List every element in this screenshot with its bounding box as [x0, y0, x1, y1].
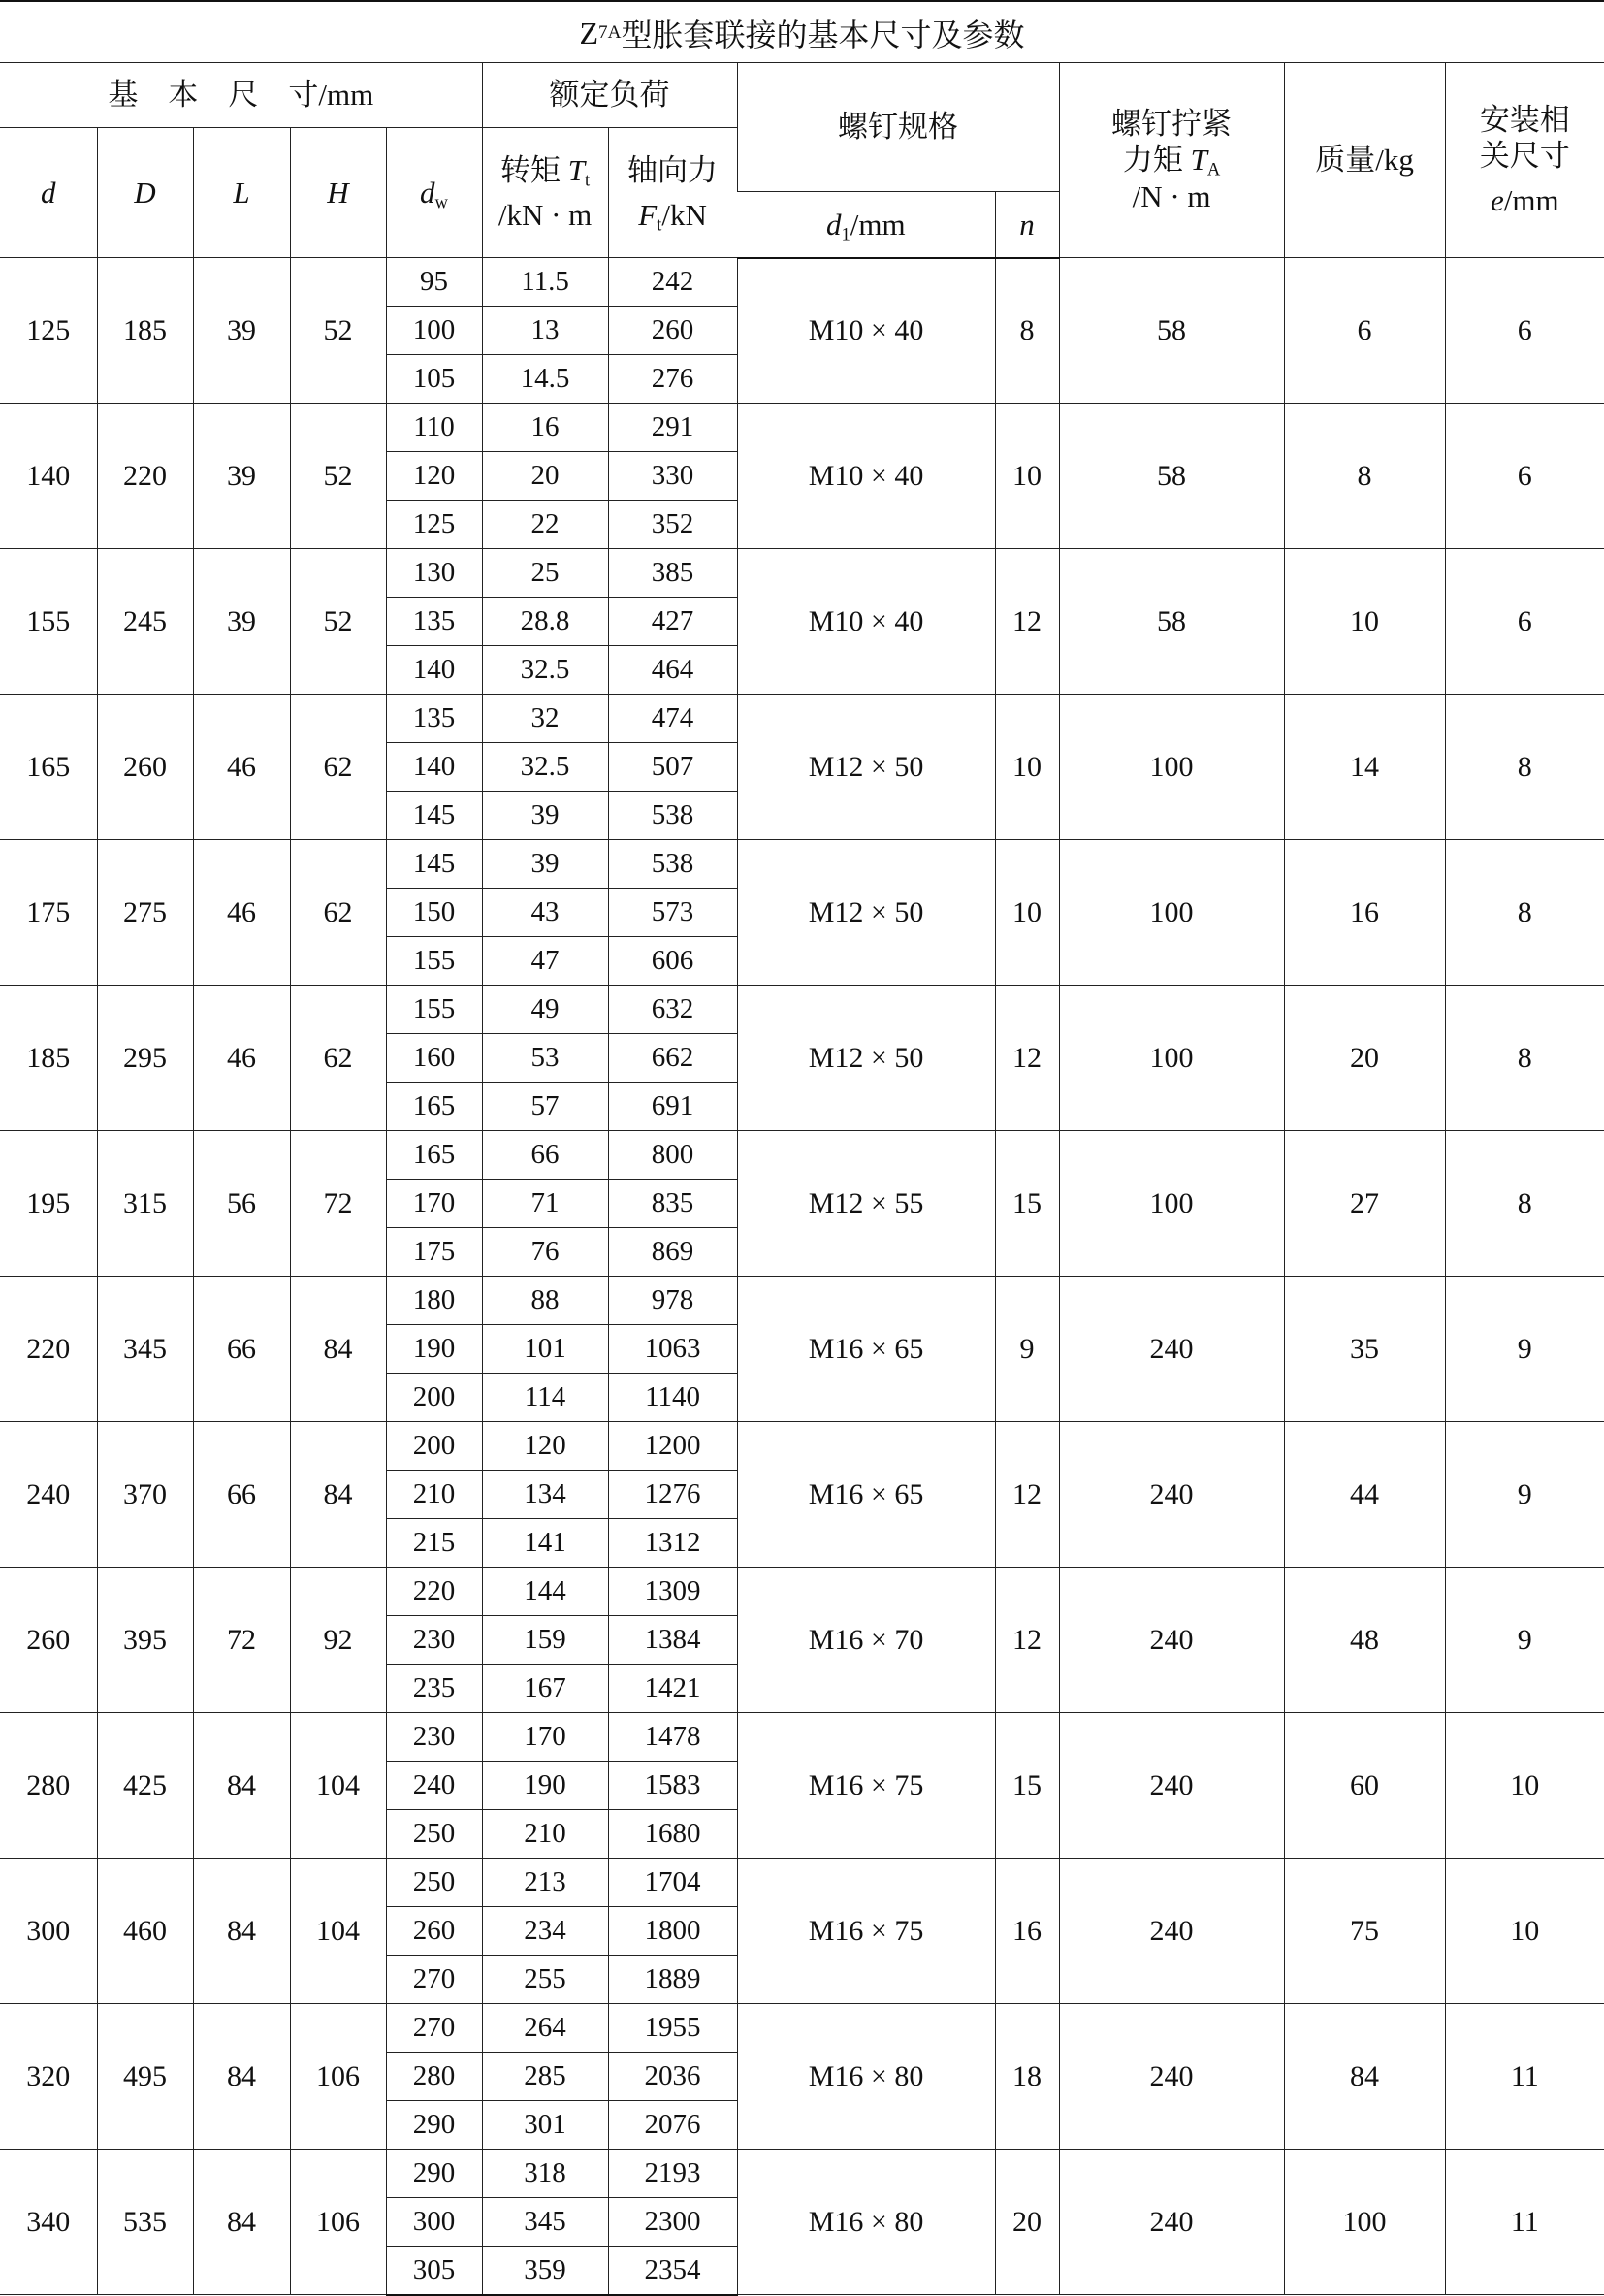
cell-mass: 16 — [1284, 840, 1445, 986]
cell-dw: 190 — [386, 1325, 482, 1374]
cell-install-dim: 10 — [1445, 1713, 1604, 1859]
cell-dw: 105 — [386, 355, 482, 404]
cell-dw: 250 — [386, 1859, 482, 1907]
cell-axial-force: 507 — [608, 743, 737, 792]
cell-n: 16 — [995, 1859, 1059, 2004]
header-torque-line1: 转矩 $T_t$ — [499, 153, 591, 191]
cell-tightening-torque: 58 — [1059, 258, 1284, 404]
table-row — [0, 549, 1604, 598]
cell-D: 260 — [97, 695, 193, 840]
cell-axial-force: 1421 — [608, 1665, 737, 1713]
cell-D: 460 — [97, 1859, 193, 2004]
cell-n: 20 — [995, 2150, 1059, 2295]
cell-d: 195 — [0, 1131, 97, 1277]
cell-tightening-torque: 100 — [1059, 986, 1284, 1131]
cell-screw-spec: M12 × 50 — [737, 695, 995, 840]
cell-L: 84 — [193, 1859, 290, 2004]
cell-torque: 32.5 — [482, 646, 608, 695]
cell-torque: 170 — [482, 1713, 608, 1762]
cell-axial-force: 260 — [608, 307, 737, 355]
cell-torque: 16 — [482, 404, 608, 452]
cell-mass: 20 — [1284, 986, 1445, 1131]
cell-axial-force: 1384 — [608, 1616, 737, 1665]
cell-axial-force: 2076 — [608, 2101, 737, 2150]
cell-tightening-torque: 240 — [1059, 2150, 1284, 2295]
header-install-line1: 安装相 — [1479, 103, 1570, 138]
cell-L: 39 — [193, 258, 290, 404]
cell-dw: 165 — [386, 1083, 482, 1131]
cell-screw-spec: M16 × 65 — [737, 1277, 995, 1422]
header-install-line2: 关尺寸 — [1479, 139, 1570, 174]
cell-axial-force: 1680 — [608, 1810, 737, 1859]
cell-n: 12 — [995, 986, 1059, 1131]
cell-tightening-torque: 240 — [1059, 1277, 1284, 1422]
cell-H: 104 — [290, 1713, 386, 1859]
header-tightening-line2: 力矩 $T_A$ — [1122, 143, 1221, 180]
cell-dw: 135 — [386, 598, 482, 646]
cell-L: 39 — [193, 549, 290, 695]
cell-torque: 114 — [482, 1374, 608, 1422]
cell-axial-force: 691 — [608, 1083, 737, 1131]
cell-axial-force: 662 — [608, 1034, 737, 1083]
cell-axial-force: 1583 — [608, 1762, 737, 1810]
cell-axial-force: 2036 — [608, 2053, 737, 2101]
cell-axial-force: 869 — [608, 1228, 737, 1277]
table-row — [0, 840, 1604, 889]
cell-install-dim: 8 — [1445, 1131, 1604, 1277]
cell-mass: 60 — [1284, 1713, 1445, 1859]
cell-D: 245 — [97, 549, 193, 695]
header-n: n — [995, 192, 1059, 258]
cell-screw-spec: M10 × 40 — [737, 404, 995, 549]
cell-n: 10 — [995, 404, 1059, 549]
table-row — [0, 695, 1604, 743]
cell-d: 300 — [0, 1859, 97, 2004]
cell-torque: 76 — [482, 1228, 608, 1277]
cell-axial-force: 427 — [608, 598, 737, 646]
cell-n: 12 — [995, 1422, 1059, 1568]
cell-axial-force: 385 — [608, 549, 737, 598]
cell-mass: 6 — [1284, 258, 1445, 404]
cell-axial-force: 1309 — [608, 1568, 737, 1616]
cell-L: 66 — [193, 1277, 290, 1422]
cell-dw: 230 — [386, 1616, 482, 1665]
title-main: Z — [579, 15, 599, 50]
cell-axial-force: 1478 — [608, 1713, 737, 1762]
cell-H: 52 — [290, 404, 386, 549]
cell-D: 495 — [97, 2004, 193, 2150]
cell-tightening-torque: 240 — [1059, 1568, 1284, 1713]
cell-install-dim: 8 — [1445, 840, 1604, 986]
header-D: D — [97, 128, 193, 258]
cell-H: 72 — [290, 1131, 386, 1277]
cell-H: 106 — [290, 2004, 386, 2150]
cell-torque: 190 — [482, 1762, 608, 1810]
cell-d: 165 — [0, 695, 97, 840]
cell-dw: 300 — [386, 2198, 482, 2247]
header-tightening-line1: 螺钉拧紧 — [1111, 107, 1233, 142]
cell-install-dim: 6 — [1445, 549, 1604, 695]
cell-d: 140 — [0, 404, 97, 549]
cell-dw: 220 — [386, 1568, 482, 1616]
cell-dw: 230 — [386, 1713, 482, 1762]
cell-torque: 255 — [482, 1956, 608, 2004]
cell-H: 106 — [290, 2150, 386, 2295]
cell-torque: 43 — [482, 889, 608, 937]
cell-mass: 100 — [1284, 2150, 1445, 2295]
cell-D: 370 — [97, 1422, 193, 1568]
cell-install-dim: 10 — [1445, 1859, 1604, 2004]
cell-screw-spec: M16 × 75 — [737, 1859, 995, 2004]
header-axial-line2: $F_t/kN$ — [638, 197, 707, 236]
cell-axial-force: 242 — [608, 258, 737, 307]
cell-axial-force: 1140 — [608, 1374, 737, 1422]
header-basic-dims: 基 本 尺 寸/mm — [0, 63, 482, 128]
cell-torque: 213 — [482, 1859, 608, 1907]
cell-torque: 264 — [482, 2004, 608, 2053]
header-axial-force — [608, 128, 737, 258]
header-torque-line2: /kN · m — [497, 197, 593, 232]
cell-D: 395 — [97, 1568, 193, 1713]
cell-dw: 120 — [386, 452, 482, 501]
cell-dw: 210 — [386, 1471, 482, 1519]
cell-axial-force: 1889 — [608, 1956, 737, 2004]
table-body — [0, 258, 1604, 2295]
table-row — [0, 1859, 1604, 1907]
cell-H: 62 — [290, 840, 386, 986]
cell-dw: 95 — [386, 258, 482, 307]
table-row — [0, 404, 1604, 452]
cell-axial-force: 538 — [608, 840, 737, 889]
cell-n: 10 — [995, 695, 1059, 840]
cell-d: 185 — [0, 986, 97, 1131]
cell-dw: 270 — [386, 2004, 482, 2053]
table-row — [0, 1713, 1604, 1762]
cell-screw-spec: M10 × 40 — [737, 258, 995, 404]
cell-mass: 48 — [1284, 1568, 1445, 1713]
cell-tightening-torque: 240 — [1059, 2004, 1284, 2150]
cell-d: 175 — [0, 840, 97, 986]
cell-axial-force: 1312 — [608, 1519, 737, 1568]
cell-install-dim: 9 — [1445, 1568, 1604, 1713]
cell-torque: 359 — [482, 2247, 608, 2295]
cell-D: 275 — [97, 840, 193, 986]
header-dw: $d_w$ — [386, 128, 482, 258]
cell-tightening-torque: 100 — [1059, 695, 1284, 840]
cell-torque: 88 — [482, 1277, 608, 1325]
table-row — [0, 1422, 1604, 1471]
cell-dw: 145 — [386, 840, 482, 889]
cell-axial-force: 464 — [608, 646, 737, 695]
cell-torque: 101 — [482, 1325, 608, 1374]
cell-torque: 167 — [482, 1665, 608, 1713]
cell-axial-force: 2300 — [608, 2198, 737, 2247]
cell-mass: 44 — [1284, 1422, 1445, 1568]
cell-D: 425 — [97, 1713, 193, 1859]
cell-dw: 140 — [386, 743, 482, 792]
cell-torque: 28.8 — [482, 598, 608, 646]
cell-D: 295 — [97, 986, 193, 1131]
cell-torque: 47 — [482, 937, 608, 986]
cell-dw: 155 — [386, 986, 482, 1034]
cell-d: 155 — [0, 549, 97, 695]
cell-torque: 53 — [482, 1034, 608, 1083]
cell-axial-force: 978 — [608, 1277, 737, 1325]
header-install-line3: e/mm — [1490, 182, 1559, 217]
header-L: L — [193, 128, 290, 258]
cell-axial-force: 276 — [608, 355, 737, 404]
cell-axial-force: 800 — [608, 1131, 737, 1180]
header-d1: $d_1/mm$ — [737, 192, 995, 258]
cell-dw: 260 — [386, 1907, 482, 1956]
cell-install-dim: 6 — [1445, 404, 1604, 549]
header-axial-line1: 轴向力 — [627, 153, 719, 188]
cell-dw: 135 — [386, 695, 482, 743]
cell-n: 10 — [995, 840, 1059, 986]
cell-dw: 200 — [386, 1422, 482, 1471]
cell-L: 84 — [193, 2150, 290, 2295]
cell-torque: 39 — [482, 840, 608, 889]
header-H: H — [290, 128, 386, 258]
cell-torque: 39 — [482, 792, 608, 840]
cell-axial-force: 1276 — [608, 1471, 737, 1519]
cell-dw: 305 — [386, 2247, 482, 2295]
cell-tightening-torque: 58 — [1059, 549, 1284, 695]
cell-H: 84 — [290, 1422, 386, 1568]
cell-screw-spec: M10 × 40 — [737, 549, 995, 695]
cell-torque: 141 — [482, 1519, 608, 1568]
cell-install-dim: 9 — [1445, 1422, 1604, 1568]
cell-d: 220 — [0, 1277, 97, 1422]
cell-screw-spec: M16 × 70 — [737, 1568, 995, 1713]
cell-H: 52 — [290, 258, 386, 404]
header-torque — [482, 128, 608, 258]
cell-torque: 285 — [482, 2053, 608, 2101]
cell-mass: 27 — [1284, 1131, 1445, 1277]
cell-dw: 280 — [386, 2053, 482, 2101]
dimension-table — [0, 62, 1604, 2296]
cell-n: 15 — [995, 1131, 1059, 1277]
cell-H: 62 — [290, 695, 386, 840]
header-install-dims — [1445, 63, 1604, 258]
cell-tightening-torque: 240 — [1059, 1422, 1284, 1568]
table-row — [0, 2150, 1604, 2198]
cell-install-dim: 9 — [1445, 1277, 1604, 1422]
cell-dw: 290 — [386, 2101, 482, 2150]
header-rated-load: 额定负荷 — [482, 63, 737, 128]
cell-axial-force: 474 — [608, 695, 737, 743]
cell-install-dim: 11 — [1445, 2004, 1604, 2150]
cell-mass: 84 — [1284, 2004, 1445, 2150]
cell-torque: 11.5 — [482, 258, 608, 307]
cell-torque: 345 — [482, 2198, 608, 2247]
cell-axial-force: 1955 — [608, 2004, 737, 2053]
cell-tightening-torque: 100 — [1059, 840, 1284, 986]
cell-L: 72 — [193, 1568, 290, 1713]
cell-dw: 270 — [386, 1956, 482, 2004]
cell-screw-spec: M16 × 75 — [737, 1713, 995, 1859]
cell-mass: 14 — [1284, 695, 1445, 840]
cell-torque: 25 — [482, 549, 608, 598]
table-row — [0, 2004, 1604, 2053]
cell-n: 15 — [995, 1713, 1059, 1859]
cell-tightening-torque: 240 — [1059, 1713, 1284, 1859]
cell-torque: 120 — [482, 1422, 608, 1471]
cell-dw: 130 — [386, 549, 482, 598]
cell-torque: 32 — [482, 695, 608, 743]
cell-torque: 22 — [482, 501, 608, 549]
cell-dw: 250 — [386, 1810, 482, 1859]
cell-axial-force: 1063 — [608, 1325, 737, 1374]
cell-dw: 160 — [386, 1034, 482, 1083]
cell-d: 280 — [0, 1713, 97, 1859]
cell-d: 260 — [0, 1568, 97, 1713]
cell-torque: 234 — [482, 1907, 608, 1956]
header-screw-spec: 螺钉规格 — [737, 63, 1059, 192]
header-mass: 质量/kg — [1284, 63, 1445, 258]
cell-L: 46 — [193, 986, 290, 1131]
header-d: d — [0, 128, 97, 258]
cell-L: 66 — [193, 1422, 290, 1568]
cell-torque: 66 — [482, 1131, 608, 1180]
cell-axial-force: 1800 — [608, 1907, 737, 1956]
cell-screw-spec: M16 × 80 — [737, 2004, 995, 2150]
cell-torque: 49 — [482, 986, 608, 1034]
cell-torque: 71 — [482, 1180, 608, 1228]
cell-install-dim: 8 — [1445, 695, 1604, 840]
cell-dw: 200 — [386, 1374, 482, 1422]
cell-d: 125 — [0, 258, 97, 404]
header-tightening-line3: /N · m — [1132, 178, 1211, 213]
cell-dw: 290 — [386, 2150, 482, 2198]
cell-n: 9 — [995, 1277, 1059, 1422]
cell-mass: 75 — [1284, 1859, 1445, 2004]
cell-screw-spec: M12 × 50 — [737, 840, 995, 986]
cell-axial-force: 1704 — [608, 1859, 737, 1907]
cell-axial-force: 352 — [608, 501, 737, 549]
cell-dw: 235 — [386, 1665, 482, 1713]
cell-axial-force: 538 — [608, 792, 737, 840]
title-rest: 型胀套联接的基本尺寸及参数 — [621, 17, 1025, 52]
cell-dw: 175 — [386, 1228, 482, 1277]
cell-dw: 125 — [386, 501, 482, 549]
cell-D: 185 — [97, 258, 193, 404]
table-row — [0, 1568, 1604, 1616]
cell-screw-spec: M12 × 50 — [737, 986, 995, 1131]
cell-dw: 145 — [386, 792, 482, 840]
cell-torque: 57 — [482, 1083, 608, 1131]
cell-L: 46 — [193, 695, 290, 840]
cell-D: 345 — [97, 1277, 193, 1422]
cell-H: 92 — [290, 1568, 386, 1713]
cell-d: 320 — [0, 2004, 97, 2150]
cell-D: 315 — [97, 1131, 193, 1277]
cell-dw: 180 — [386, 1277, 482, 1325]
header-tightening-torque — [1059, 63, 1284, 258]
table-title: Z 7A 型胀套联接的基本尺寸及参数 — [0, 0, 1604, 64]
cell-n: 12 — [995, 549, 1059, 695]
cell-axial-force: 1200 — [608, 1422, 737, 1471]
cell-torque: 159 — [482, 1616, 608, 1665]
cell-axial-force: 835 — [608, 1180, 737, 1228]
cell-dw: 100 — [386, 307, 482, 355]
cell-install-dim: 6 — [1445, 258, 1604, 404]
cell-install-dim: 11 — [1445, 2150, 1604, 2295]
cell-torque: 13 — [482, 307, 608, 355]
cell-L: 56 — [193, 1131, 290, 1277]
cell-dw: 170 — [386, 1180, 482, 1228]
cell-H: 62 — [290, 986, 386, 1131]
cell-axial-force: 606 — [608, 937, 737, 986]
cell-screw-spec: M12 × 55 — [737, 1131, 995, 1277]
cell-torque: 14.5 — [482, 355, 608, 404]
cell-torque: 134 — [482, 1471, 608, 1519]
cell-d: 240 — [0, 1422, 97, 1568]
table-row — [0, 258, 1604, 307]
cell-torque: 20 — [482, 452, 608, 501]
cell-axial-force: 291 — [608, 404, 737, 452]
cell-axial-force: 330 — [608, 452, 737, 501]
cell-L: 46 — [193, 840, 290, 986]
cell-tightening-torque: 240 — [1059, 1859, 1284, 2004]
cell-dw: 140 — [386, 646, 482, 695]
cell-L: 84 — [193, 1713, 290, 1859]
table-row — [0, 1131, 1604, 1180]
cell-tightening-torque: 58 — [1059, 404, 1284, 549]
cell-torque: 318 — [482, 2150, 608, 2198]
cell-torque: 144 — [482, 1568, 608, 1616]
cell-torque: 32.5 — [482, 743, 608, 792]
cell-axial-force: 2193 — [608, 2150, 737, 2198]
cell-dw: 110 — [386, 404, 482, 452]
cell-D: 220 — [97, 404, 193, 549]
cell-dw: 215 — [386, 1519, 482, 1568]
cell-n: 12 — [995, 1568, 1059, 1713]
cell-dw: 155 — [386, 937, 482, 986]
cell-axial-force: 2354 — [608, 2247, 737, 2295]
cell-L: 39 — [193, 404, 290, 549]
cell-mass: 35 — [1284, 1277, 1445, 1422]
cell-n: 8 — [995, 258, 1059, 404]
cell-torque: 210 — [482, 1810, 608, 1859]
cell-axial-force: 573 — [608, 889, 737, 937]
cell-mass: 8 — [1284, 404, 1445, 549]
cell-screw-spec: M16 × 65 — [737, 1422, 995, 1568]
cell-install-dim: 8 — [1445, 986, 1604, 1131]
cell-mass: 10 — [1284, 549, 1445, 695]
cell-tightening-torque: 100 — [1059, 1131, 1284, 1277]
cell-D: 535 — [97, 2150, 193, 2295]
cell-axial-force: 632 — [608, 986, 737, 1034]
cell-n: 18 — [995, 2004, 1059, 2150]
cell-torque: 301 — [482, 2101, 608, 2150]
cell-H: 52 — [290, 549, 386, 695]
cell-dw: 150 — [386, 889, 482, 937]
cell-H: 84 — [290, 1277, 386, 1422]
cell-screw-spec: M16 × 80 — [737, 2150, 995, 2295]
cell-dw: 165 — [386, 1131, 482, 1180]
table-row — [0, 1277, 1604, 1325]
table-row — [0, 986, 1604, 1034]
cell-H: 104 — [290, 1859, 386, 2004]
cell-L: 84 — [193, 2004, 290, 2150]
cell-d: 340 — [0, 2150, 97, 2295]
cell-dw: 240 — [386, 1762, 482, 1810]
